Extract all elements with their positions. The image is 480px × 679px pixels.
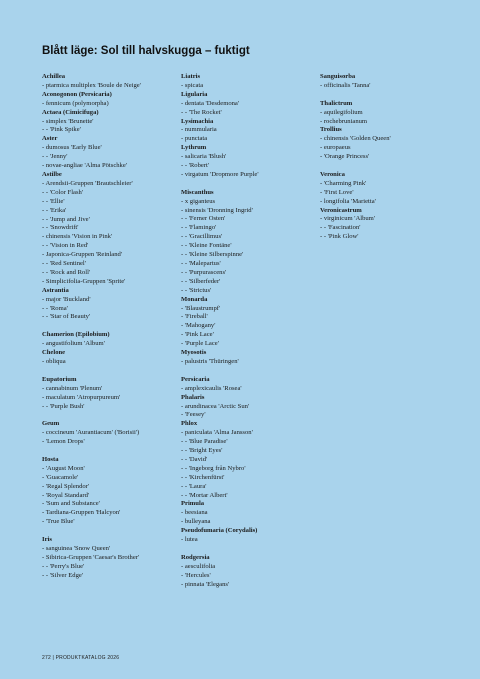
- plant-item: - - 'Pink Spike': [42, 126, 81, 134]
- plant-item: - virginicum 'Album': [320, 215, 376, 223]
- plant-item: - - 'Bright Eyes': [181, 447, 223, 455]
- plant-item: - simplex 'Brunette': [42, 117, 94, 125]
- plant-item: - europaeus: [320, 144, 351, 152]
- plant-item: - 'True Blue': [42, 518, 75, 526]
- plant-item: - Sibirica-Gruppen 'Caesar's Brother': [42, 553, 140, 561]
- plant-item: - 'Regal Splendor': [42, 482, 90, 490]
- plant-group: [320, 100, 456, 162]
- plant-item: - 'First Love': [320, 188, 354, 196]
- plant-item: - bulleyana: [181, 518, 211, 526]
- plant-group: [42, 456, 178, 527]
- plant-item: - - 'Erika': [42, 206, 67, 214]
- plant-item: - arundinacea 'Arctic Sun': [181, 402, 250, 410]
- genus-heading: Ligularia: [181, 90, 208, 98]
- genus-heading: Chamerion (Epilobium): [42, 331, 110, 339]
- plant-item: - sinensis 'Dronning Ingrid': [181, 206, 253, 214]
- plant-item: - - 'The Rocket': [181, 108, 222, 116]
- plant-item: - - 'Star of Beauty': [42, 313, 91, 321]
- genus-heading: Miscanthus: [181, 188, 214, 196]
- plant-item: - novae-angliae 'Alma Pötschke': [42, 162, 127, 170]
- plant-item: - aquilegifolium: [320, 108, 363, 116]
- plant-item: - - 'Flamingo': [181, 224, 217, 232]
- column-2: [181, 73, 317, 598]
- plant-item: - Japonica-Gruppen 'Reinland': [42, 251, 123, 259]
- plant-item: - salicaria 'Blush': [181, 153, 227, 161]
- genus-heading: Veronicastrum: [320, 206, 362, 214]
- plant-item: - obliqua: [42, 357, 66, 365]
- genus-heading: Monarda: [181, 295, 208, 303]
- plant-item: - 'Hercules': [181, 571, 211, 579]
- genus-heading: Astilbe: [42, 170, 62, 178]
- genus-heading: Phalaris: [181, 393, 205, 401]
- plant-item: - - 'David': [181, 455, 208, 463]
- plant-item: - pinnata 'Elegans': [181, 580, 230, 588]
- plant-group: [181, 554, 317, 590]
- genus-heading: Phlox: [181, 420, 198, 428]
- plant-item: - officinalis 'Tanna': [320, 81, 371, 89]
- plant-item: - - 'Rock and Roll': [42, 268, 91, 276]
- plant-item: - - 'Silberfeder': [181, 277, 221, 285]
- column-3: [320, 73, 456, 251]
- plant-item: - - 'Ellie': [42, 197, 65, 205]
- plant-item: - 'Purple Lace': [181, 340, 219, 348]
- plant-item: - cannabinum 'Plenum': [42, 384, 103, 392]
- plant-item: - - 'Malepartus': [181, 260, 221, 268]
- genus-heading: Aconogonon (Persicaria): [42, 90, 112, 98]
- genus-heading: Liatris: [181, 73, 201, 80]
- genus-heading: Sanguisorba: [320, 73, 356, 80]
- genus-heading: Pseudofumaria (Corydalis): [181, 527, 258, 535]
- genus-heading: Geum: [42, 420, 60, 428]
- plant-item: - - 'Perry's Blue': [42, 562, 85, 570]
- plant-item: - 'August Moon': [42, 464, 85, 472]
- plant-item: - dumosus 'Early Blue': [42, 144, 102, 152]
- plant-item: - - 'Color Flash': [42, 188, 84, 196]
- genus-heading: Myosotis: [181, 349, 207, 357]
- plant-item: - aesculifolia: [181, 562, 216, 570]
- plant-item: - - 'Laura': [181, 482, 207, 490]
- plant-item: - Arendsii-Gruppen 'Brautschleier': [42, 179, 133, 187]
- page-footer: 272 | PRODUKTKATALOG 2026: [42, 655, 120, 661]
- genus-heading: Thalictrum: [320, 99, 353, 107]
- genus-heading: Iris: [42, 536, 52, 544]
- plant-item: - - 'Snowdrift': [42, 224, 79, 232]
- plant-item: - - 'Blue Paradise': [181, 438, 228, 446]
- plant-item: - - 'Ingeborg från Nybro': [181, 464, 246, 472]
- plant-group: [181, 189, 317, 367]
- genus-heading: Achillea: [42, 73, 66, 80]
- plant-item: - angustifolium 'Album': [42, 340, 105, 348]
- plant-item: - 'Royal Standard': [42, 491, 90, 499]
- genus-heading: Trollius: [320, 126, 342, 134]
- plant-item: - 'Guacamole': [42, 473, 79, 481]
- plant-item: - 'Feesey': [181, 411, 206, 419]
- genus-heading: Veronica: [320, 170, 345, 178]
- plant-item: - ptarmica multiplex 'Boule de Neige': [42, 81, 141, 89]
- plant-item: - virgatum 'Dropmore Purple': [181, 170, 259, 178]
- plant-group: [320, 73, 456, 91]
- genus-heading: Chelone: [42, 349, 66, 357]
- plant-item: - - 'Ferner Osten': [181, 215, 226, 223]
- plant-item: - - 'Strictus': [181, 286, 212, 294]
- plant-item: - - 'Purpurascens': [181, 268, 227, 276]
- plant-item: - - 'Mortar Albert': [181, 491, 228, 499]
- plant-group: [42, 420, 178, 447]
- plant-item: - nummularia: [181, 126, 217, 134]
- genus-heading: Persicaria: [181, 375, 210, 383]
- plant-group: [181, 73, 317, 180]
- genus-heading: Primula: [181, 500, 205, 508]
- plant-item: - beesiana: [181, 509, 208, 517]
- plant-item: - sanguinea 'Snow Queen': [42, 544, 111, 552]
- plant-item: - Simplicifolia-Gruppen 'Sprite': [42, 277, 126, 285]
- plant-item: - maculatum 'Atropurpureum': [42, 393, 121, 401]
- plant-item: - x giganteus: [181, 197, 216, 205]
- plant-item: - palustris 'Thüringen': [181, 357, 239, 365]
- plant-item: - rochebrunianum: [320, 117, 368, 125]
- plant-item: - major 'Buckland': [42, 295, 91, 303]
- plant-item: - lutea: [181, 536, 198, 544]
- genus-heading: Lythrum: [181, 144, 207, 152]
- genus-heading: Lysimachia: [181, 117, 214, 125]
- plant-item: - paniculata 'Alma Jansson': [181, 429, 253, 437]
- plant-item: - - 'Robert': [181, 162, 210, 170]
- plant-item: - 'Blaustrumpf': [181, 304, 221, 312]
- plant-item: - - 'Roma': [42, 304, 68, 312]
- plant-item: - Tardiana-Gruppen 'Halcyon': [42, 509, 121, 517]
- plant-item: - 'Mahogany': [181, 322, 216, 330]
- plant-group: [181, 376, 317, 545]
- plant-item: - - 'Jenny': [42, 153, 68, 161]
- plant-item: - 'Lemon Drops': [42, 438, 85, 446]
- plant-item: - - 'Fascination': [320, 224, 361, 232]
- plant-item: - - 'Kirchenfürst': [181, 473, 225, 481]
- genus-heading: Rodgersia: [181, 553, 210, 561]
- plant-item: - dentata 'Desdemona': [181, 99, 240, 107]
- plant-group: [42, 331, 178, 367]
- plant-group: [320, 171, 456, 242]
- plant-item: - 'Sum and Substance': [42, 500, 100, 508]
- plant-item: - - 'Kleine Fontäne': [181, 242, 232, 250]
- plant-item: - - 'Vision in Red': [42, 242, 89, 250]
- plant-item: - coccineum 'Aurantiacum' ('Borisii'): [42, 429, 140, 437]
- genus-heading: Hosta: [42, 455, 59, 463]
- genus-heading: Eupatorium: [42, 375, 77, 383]
- plant-item: - fennicum (polymorpha): [42, 99, 109, 107]
- plant-item: - punctata: [181, 135, 208, 143]
- plant-item: - chinensis 'Golden Queen': [320, 135, 391, 143]
- plant-item: - - 'Silver Edge': [42, 571, 84, 579]
- plant-item: - 'Pink Lace': [181, 331, 214, 339]
- plant-item: - - 'Kleine Silberspinne': [181, 251, 244, 259]
- plant-item: - - 'Gracillimus': [181, 233, 223, 241]
- plant-group: [42, 536, 178, 581]
- plant-item: - - 'Jump and Jive': [42, 215, 90, 223]
- plant-item: - spicata: [181, 81, 204, 89]
- column-1: [42, 73, 178, 589]
- plant-item: - amplexicaulis 'Rosea': [181, 384, 242, 392]
- plant-group: [42, 73, 178, 322]
- plant-item: - - 'Red Sentinel': [42, 260, 86, 268]
- genus-heading: Aster: [42, 135, 58, 143]
- plant-item: - - 'Purple Bush': [42, 402, 85, 410]
- plant-group: [42, 376, 178, 412]
- page-title: Blått läge: Sol till halvskugga – fuktigt: [42, 45, 250, 57]
- plant-item: - 'Orange Princess': [320, 153, 370, 161]
- genus-heading: Actaea (Cimicifuga): [42, 108, 99, 116]
- plant-item: - chinensis 'Vision in Pink': [42, 233, 113, 241]
- plant-item: - 'Fireball': [181, 313, 208, 321]
- plant-item: - - 'Pink Glow': [320, 233, 359, 241]
- plant-item: - longifolia 'Marietta': [320, 197, 376, 205]
- genus-heading: Astrantia: [42, 286, 69, 294]
- plant-item: - 'Charming Pink': [320, 179, 367, 187]
